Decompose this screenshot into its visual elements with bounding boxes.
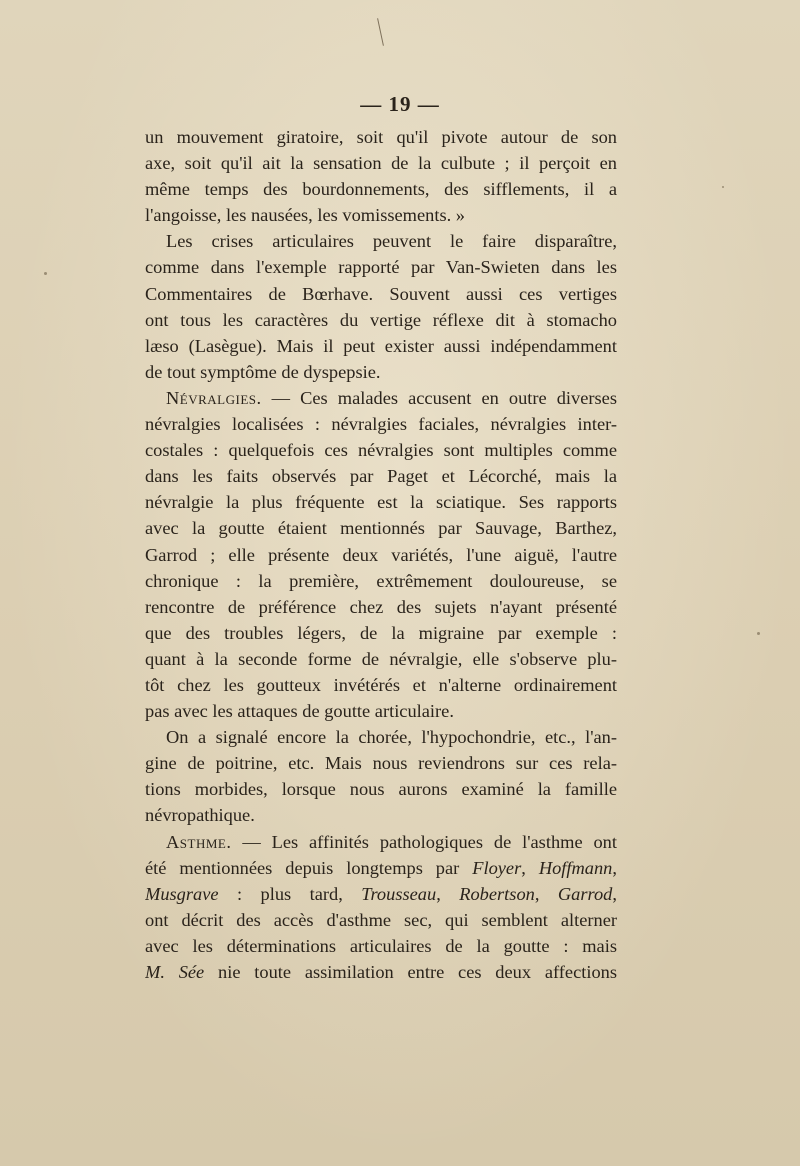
- italic-name: Garrod: [557, 883, 613, 904]
- text-line: même temps des bourdonnements, des sifflements, il a: [145, 179, 617, 200]
- text-segment: : plus tard,: [218, 883, 362, 904]
- text-segment: été mentionnées depuis longtemps par: [145, 857, 473, 878]
- text-line: névropathique.: [145, 805, 255, 826]
- text-line: Garrod ; elle présente deux variétés, l'une aiguë, l'autre: [145, 544, 617, 565]
- text-line: avec les déterminations articulaires de la goutte : mais: [145, 935, 617, 956]
- section-heading: Névralgies.: [166, 387, 262, 408]
- text-line: Commentaires de Bœrhave. Souvent aussi ces vertiges: [145, 283, 617, 304]
- text-line: un mouvement giratoire, soit qu'il pivote autour de son: [145, 127, 617, 147]
- text-line: [145, 829, 617, 855]
- text-line: tions morbides, lorsque nous aurons examiné la famille: [145, 779, 617, 800]
- text-segment: ,: [612, 857, 617, 878]
- text-line: névralgies localisées : névralgies faciales, névralgies inter-: [145, 414, 617, 435]
- paper-speck: [44, 272, 47, 275]
- text-line: l'angoisse, les nausées, les vomissements. »: [145, 205, 465, 226]
- text-line: névralgie la plus fréquente est la sciatique. Ses rapports: [145, 492, 617, 513]
- text-line: ont tous les caractères du vertige réflexe dit à stomacho: [145, 309, 617, 330]
- section-heading: Asthme.: [166, 831, 232, 852]
- text-line: avec la goutte étaient mentionnés par Sauvage, Barthez,: [145, 518, 617, 539]
- text-line: que des troubles légers, de la migraine par exemple :: [145, 622, 617, 643]
- text-line: costales : quelquefois ces névralgies sont multiples comme: [145, 440, 617, 461]
- paper-speck: [722, 186, 724, 188]
- text-line: On a signalé encore la chorée, l'hypochondrie, etc., l'an-: [166, 727, 617, 748]
- page-number: — 19 —: [360, 92, 440, 116]
- text-line: dans les faits observés par Paget et Lécorché, mais la: [145, 466, 617, 487]
- text-line: [145, 855, 617, 881]
- text-line: quant à la seconde forme de névralgie, elle s'observe plu-: [145, 648, 617, 669]
- text-line: ont décrit des accès d'asthme sec, qui semblent alterner: [145, 909, 617, 930]
- italic-name: Musgrave: [145, 883, 219, 904]
- text-segment: ,: [612, 883, 617, 904]
- italic-name: Floyer: [472, 857, 522, 878]
- text-segment: ,: [436, 883, 460, 904]
- text-line: gine de poitrine, etc. Mais nous reviendrons sur ces rela-: [145, 753, 617, 774]
- paper-speck: [757, 632, 760, 635]
- text-line: [145, 959, 617, 985]
- text-line: Les crises articulaires peuvent le faire disparaître,: [166, 231, 617, 252]
- text-line: pas avec les attaques de goutte articulaire.: [145, 701, 454, 722]
- text-line: læso (Lasègue). Mais il peut exister aussi indépendamment: [145, 335, 617, 356]
- italic-name: Robertson: [459, 883, 535, 904]
- body-text: [145, 124, 617, 985]
- text-line: de tout symptôme de dyspepsie.: [145, 361, 381, 382]
- text-line: comme dans l'exemple rapporté par Van-Swieten dans les: [145, 257, 617, 278]
- italic-name: Hoffmann: [538, 857, 613, 878]
- text-line: [145, 881, 617, 907]
- paper-mark: [377, 18, 384, 46]
- text-line: rencontre de préférence chez des sujets n'ayant présenté: [145, 596, 617, 617]
- text-line: [145, 385, 617, 411]
- text-line: chronique : la première, extrêmement douloureuse, se: [145, 570, 617, 591]
- text-segment: — Les affinités pathologiques de l'asthme ont: [231, 831, 617, 852]
- text-segment: ,: [521, 857, 539, 878]
- italic-name: Trousseau: [361, 883, 437, 904]
- text-segment: ,: [534, 883, 558, 904]
- text-line: tôt chez les goutteux invétérés et n'alterne ordinairement: [145, 674, 617, 695]
- italic-name: M. Sée: [145, 962, 205, 982]
- text-line: axe, soit qu'il ait la sensation de la culbute ; il perçoit en: [145, 153, 617, 174]
- text-segment: nie toute assimilation entre ces deux affections: [204, 962, 617, 982]
- text-segment: — Ces malades accusent en outre diverses: [261, 387, 617, 408]
